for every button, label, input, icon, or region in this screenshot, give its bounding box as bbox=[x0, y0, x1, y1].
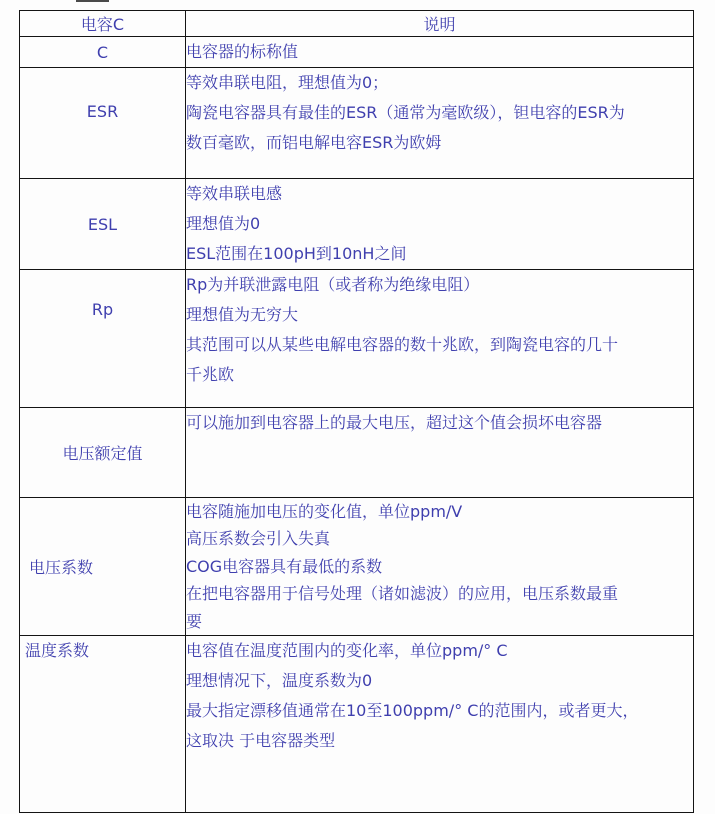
param-label: 温度系数 bbox=[25, 641, 90, 661]
param-label: ESR bbox=[86, 101, 119, 121]
description-line: 等效串联电阻，理想值为0； bbox=[186, 73, 389, 92]
description-line: 在把电容器用于信号处理（诸如滤波）的应用，电压系数最重 bbox=[186, 584, 619, 604]
description-cell bbox=[186, 408, 694, 498]
description-line: 其范围可以从某些电解电容器的数十兆欧，到陶瓷电容的几十 bbox=[186, 335, 619, 354]
param-label: 电压额定值 bbox=[62, 444, 143, 463]
description-line: 电容器的标称值 bbox=[186, 42, 299, 61]
description-line: 最大指定漂移值通常在10至100ppm/° C的范围内，或者更大， bbox=[186, 701, 639, 721]
param-cell bbox=[20, 636, 186, 813]
description-line: Rp为并联泄露电阻（或者称为绝缘电阻） bbox=[186, 275, 480, 294]
param-label: ESL bbox=[87, 214, 118, 234]
description-line: 可以施加到电容器上的最大电压，超过这个值会损坏电容器 bbox=[186, 413, 603, 432]
param-label: Rp bbox=[91, 300, 114, 319]
description-cell bbox=[186, 270, 694, 408]
description-cell bbox=[186, 68, 694, 179]
param-cell bbox=[20, 68, 186, 179]
description-line: 理想情况下，温度系数为0 bbox=[186, 671, 373, 691]
description-cell bbox=[186, 636, 694, 813]
description-line: COG电容器具有最低的系数 bbox=[186, 556, 383, 576]
description-line: 数百毫欧，而铝电解电容ESR为欧姆 bbox=[186, 133, 442, 152]
param-label: C bbox=[96, 42, 109, 62]
table-body bbox=[20, 37, 694, 813]
table-row bbox=[20, 498, 694, 636]
description-line: 要 bbox=[186, 611, 203, 631]
description-line: 理想值为0 bbox=[186, 214, 261, 233]
description-line: ESL范围在100pH到10nH之间 bbox=[186, 244, 407, 263]
table-row bbox=[20, 636, 694, 813]
description-line: 等效串联电感 bbox=[186, 184, 283, 203]
param-label: 电压系数 bbox=[29, 558, 94, 578]
table-header-row bbox=[20, 11, 694, 37]
param-cell bbox=[20, 408, 186, 498]
table-row bbox=[20, 270, 694, 408]
column-header-capacitance: 电容C bbox=[20, 11, 186, 37]
table-row bbox=[20, 408, 694, 498]
description-cell bbox=[186, 498, 694, 636]
description-cell bbox=[186, 179, 694, 270]
param-cell bbox=[20, 37, 186, 68]
column-header-description: 说明 bbox=[186, 11, 694, 37]
table-row bbox=[20, 68, 694, 179]
description-line: 电容随施加电压的变化值，单位ppm/V bbox=[186, 502, 463, 521]
param-cell bbox=[20, 270, 186, 408]
description-line: 这取决 于电容器类型 bbox=[186, 731, 336, 751]
table-row bbox=[20, 37, 694, 68]
top-edge-artifact bbox=[76, 0, 109, 2]
param-cell bbox=[20, 179, 186, 270]
table-row bbox=[20, 179, 694, 270]
description-line: 千兆欧 bbox=[186, 365, 235, 384]
description-line: 电容值在温度范围内的变化率，单位ppm/° C bbox=[186, 641, 508, 661]
description-line: 高压系数会引入失真 bbox=[186, 529, 331, 549]
description-line: 陶瓷电容器具有最佳的ESR（通常为毫欧级），钽电容的ESR为 bbox=[186, 103, 625, 122]
description-line: 理想值为无穷大 bbox=[186, 305, 299, 324]
description-cell bbox=[186, 37, 694, 68]
param-cell bbox=[20, 498, 186, 636]
capacitor-params-table bbox=[19, 10, 694, 813]
